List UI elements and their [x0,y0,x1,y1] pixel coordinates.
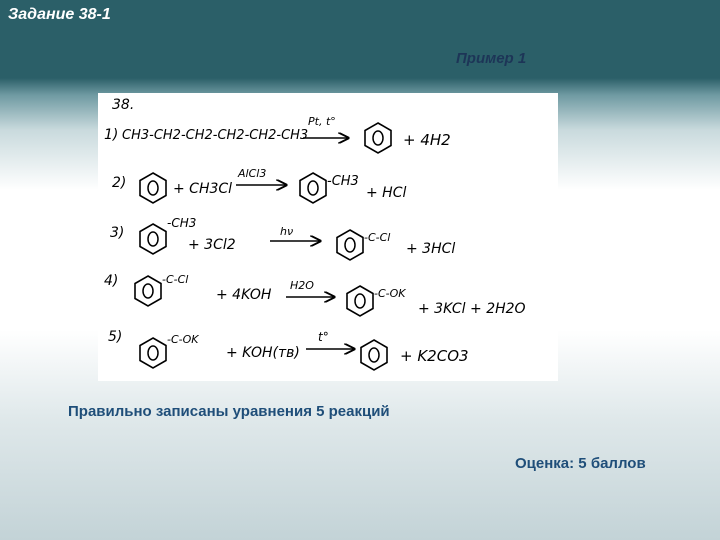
reaction-1-reactant: CH3-CH2-CH2-CH2-CH2-CH3 [122,128,309,143]
reaction-2-reagent: + CH3Cl [173,181,233,197]
benzene-ring-icon [140,224,166,254]
reaction-3 [110,216,455,260]
handwritten-solution-image [98,93,558,381]
reaction-1 [104,115,451,153]
reaction-3-product: + 3HCl [406,241,456,257]
score-label: Оценка: 5 баллов [515,455,646,472]
reaction-1-number: 1) [104,127,119,143]
benzene-ring-icon [140,338,166,368]
reaction-4 [104,273,526,317]
slide-title: Задание 38-1 [8,6,111,23]
reaction-3-product-substituent: -C-Cl [364,231,391,244]
reaction-5-product: + K2CO3 [400,347,469,365]
reaction-4-condition: H2O [290,279,314,292]
reaction-4-product: + 3KCl + 2H2O [418,301,526,317]
benzene-ring-icon [361,340,387,370]
reaction-5-substituent: -C-OK [167,333,199,346]
reaction-2-substituent: -CH3 [327,174,359,189]
reaction-2-number: 2) [112,175,127,191]
reaction-5-number: 5) [108,329,123,345]
reaction-3-substituent: -CH3 [167,216,197,230]
benzene-ring-icon [140,173,166,203]
benzene-ring-icon [337,230,363,260]
result-caption: Правильно записаны уравнения 5 реакций [68,403,390,420]
reaction-1-product: + 4H2 [403,131,451,149]
task-number: 38. [112,97,135,113]
benzene-ring-icon [135,276,161,306]
reaction-1-condition: Pt, t° [308,115,336,128]
benzene-ring-icon [365,123,391,153]
reaction-2-condition: AlCl3 [238,167,267,180]
reaction-2-product: + HCl [366,185,407,201]
reaction-3-reagent: + 3Cl2 [188,237,236,253]
reaction-4-substituent: -C-Cl [162,273,189,286]
reaction-2 [112,167,406,203]
example-label: Пример 1 [456,50,527,67]
reaction-5 [108,329,469,370]
reaction-5-reagent: + KOH(тв) [226,345,300,361]
reaction-4-product-substituent: -C-OK [374,287,406,300]
benzene-ring-icon [347,286,373,316]
reaction-4-reagent: + 4KOH [216,287,272,303]
benzene-ring-icon [300,173,326,203]
reaction-4-number: 4) [104,273,119,289]
reaction-3-condition: hν [280,225,294,238]
reaction-3-number: 3) [110,225,125,241]
reaction-5-condition: t° [318,330,329,344]
